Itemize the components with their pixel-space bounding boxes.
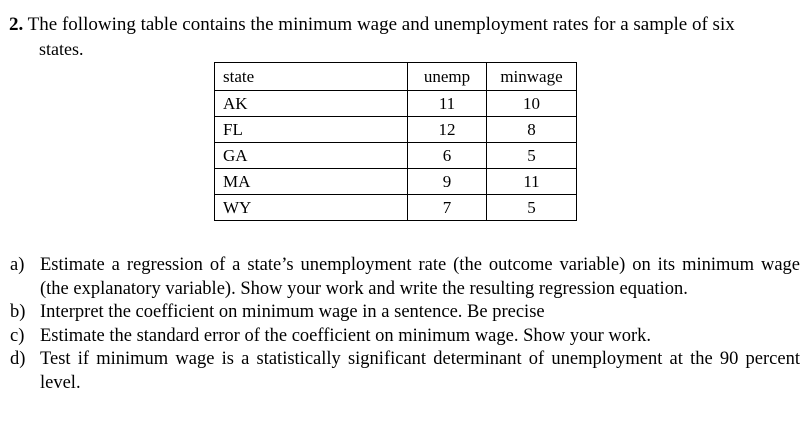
table-header-row bbox=[215, 63, 577, 91]
table-row bbox=[215, 195, 577, 221]
cell-minwage: 8 bbox=[487, 117, 577, 143]
task-item-d bbox=[10, 348, 800, 395]
table-row bbox=[215, 169, 577, 195]
column-header-state: state bbox=[215, 63, 408, 91]
cell-unemp: 6 bbox=[408, 143, 487, 169]
wage-unemployment-table bbox=[214, 62, 577, 221]
task-item-c bbox=[10, 325, 800, 349]
task-text: Test if minimum wage is a statistically significant determinant of unemployment at the 90 percent level. bbox=[40, 349, 800, 393]
cell-unemp: 11 bbox=[408, 91, 487, 117]
question-prompt bbox=[9, 12, 799, 62]
question-line-2: states. bbox=[39, 39, 84, 59]
cell-unemp: 9 bbox=[408, 169, 487, 195]
question-number: 2. bbox=[9, 14, 24, 35]
table-row bbox=[215, 117, 577, 143]
column-header-unemp: unemp bbox=[408, 63, 487, 91]
task-marker: d) bbox=[10, 349, 26, 369]
cell-unemp: 7 bbox=[408, 195, 487, 221]
cell-state: FL bbox=[215, 117, 408, 143]
task-text: Estimate a regression of a state’s unemployment rate (the outcome variable) on its minimum wage (the explanatory variable). Show your work and write the resulting regression equation. bbox=[40, 255, 800, 299]
cell-minwage: 11 bbox=[487, 169, 577, 195]
task-marker: b) bbox=[10, 302, 26, 322]
cell-state: MA bbox=[215, 169, 408, 195]
cell-state: WY bbox=[215, 195, 408, 221]
task-list bbox=[10, 254, 800, 395]
column-header-minwage: minwage bbox=[487, 63, 577, 91]
task-text: Interpret the coefficient on minimum wage in a sentence. Be precise bbox=[40, 302, 545, 322]
task-marker: a) bbox=[10, 255, 25, 275]
question-line-1 bbox=[9, 12, 799, 37]
cell-unemp: 12 bbox=[408, 117, 487, 143]
task-marker: c) bbox=[10, 325, 25, 346]
table-row bbox=[215, 91, 577, 117]
cell-minwage: 5 bbox=[487, 143, 577, 169]
task-text: Estimate the standard error of the coefficient on minimum wage. Show your work. bbox=[40, 325, 652, 346]
cell-state: GA bbox=[215, 143, 408, 169]
task-item-b bbox=[10, 301, 800, 325]
table-row bbox=[215, 143, 577, 169]
task-item-a bbox=[10, 254, 800, 301]
cell-minwage: 10 bbox=[487, 91, 577, 117]
question-text: The following table contains the minimum wage and unemployment rates for a sample of six bbox=[27, 14, 735, 35]
cell-state: AK bbox=[215, 91, 408, 117]
cell-minwage: 5 bbox=[487, 195, 577, 221]
